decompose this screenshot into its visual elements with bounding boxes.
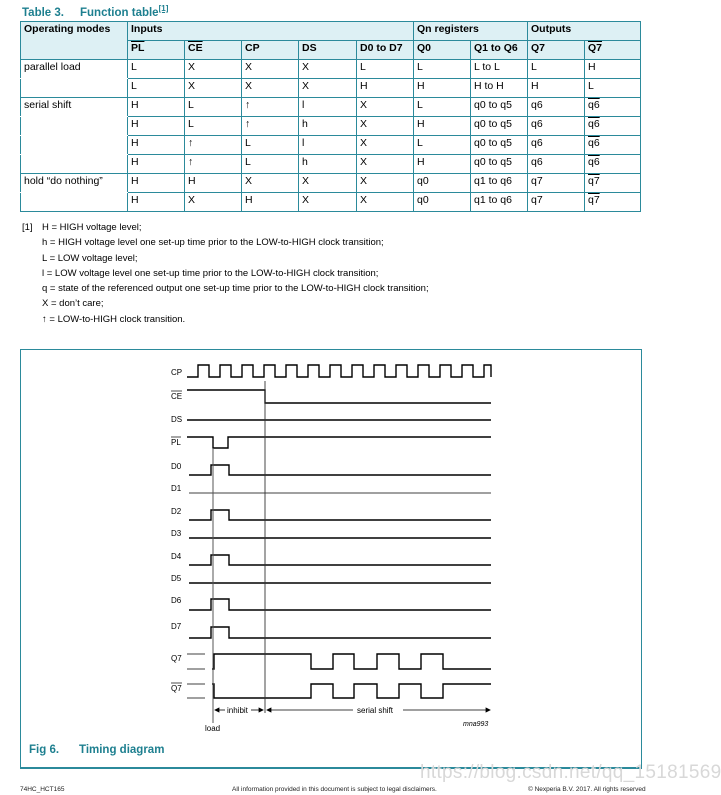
table-cell: H	[128, 98, 185, 117]
table-cell: L	[414, 136, 471, 155]
table-cell: X	[242, 174, 299, 193]
timing-diagram	[21, 350, 641, 767]
table-cell: q6	[528, 136, 585, 155]
table-cell: h	[299, 155, 357, 174]
table-cell: H	[357, 79, 414, 98]
table-cell: H	[128, 117, 185, 136]
table-cell: X	[299, 79, 357, 98]
header-outputs: Outputs	[528, 22, 641, 41]
column-header: $\overline{CE}$	[185, 41, 242, 60]
signal-label-q7: Q7	[171, 654, 182, 663]
table-cell: H	[414, 155, 471, 174]
table-cell: ↑	[185, 155, 242, 174]
figure-code: mna993	[463, 721, 489, 728]
table-cell: q7	[528, 174, 585, 193]
operating-mode-cell	[21, 136, 128, 155]
table-cell: L	[185, 98, 242, 117]
header-operating-modes: Operating modes	[21, 22, 128, 60]
table-cell: l	[299, 136, 357, 155]
table-row	[21, 155, 641, 174]
table-number: Table 3.	[22, 6, 64, 19]
table-cell: q1 to q6	[471, 174, 528, 193]
table-cell: L	[357, 60, 414, 79]
table-cell: L	[528, 60, 585, 79]
note-line: ↑ = LOW-to-HIGH clock transition.	[42, 313, 186, 325]
operating-mode-cell	[21, 117, 128, 136]
table-cell: X	[357, 193, 414, 212]
table-cell: H	[414, 79, 471, 98]
table-cell: X	[357, 136, 414, 155]
table-cell: H	[528, 79, 585, 98]
signal-label-d1: D1	[171, 484, 182, 493]
table-cell: ↑	[242, 117, 299, 136]
table-title	[22, 4, 168, 19]
table-cell: X	[185, 60, 242, 79]
footer-copyright: © Nexperia B.V. 2017. All rights reserved	[528, 786, 646, 793]
inhibit-label: inhibit	[227, 706, 248, 715]
table-cell: ↑	[185, 136, 242, 155]
ce-waveform	[187, 390, 491, 403]
table-cell: H	[128, 136, 185, 155]
table-cell: L	[128, 60, 185, 79]
table-cell: H	[414, 117, 471, 136]
operating-mode-cell: serial shift	[21, 98, 128, 117]
table-cell: q0 to q5	[471, 117, 528, 136]
signal-label-d4: D4	[171, 552, 182, 561]
table-cell: h	[299, 117, 357, 136]
table-cell: H	[128, 193, 185, 212]
table-cell: q6	[528, 117, 585, 136]
signal-label-d3: D3	[171, 529, 182, 538]
table-cell: ↑	[242, 98, 299, 117]
watermark: https://blog.csdn.net/qq_15181569	[420, 762, 721, 783]
table-cell: L	[585, 79, 641, 98]
table-cell: X	[299, 193, 357, 212]
table-cell: q0 to q5	[471, 98, 528, 117]
table-cell: X	[185, 79, 242, 98]
table-cell: H	[185, 174, 242, 193]
table-cell: q0	[414, 174, 471, 193]
table-cell: X	[357, 155, 414, 174]
column-header: $\overline{PL}$	[128, 41, 185, 60]
table-cell: H to H	[471, 79, 528, 98]
table-cell: H	[585, 60, 641, 79]
column-header: Q1 to Q6	[471, 41, 528, 60]
note-line: q = state of the referenced output one set-up time prior to the LOW-to-HIGH clock transition;	[42, 283, 429, 295]
table-cell: L	[414, 98, 471, 117]
column-header: DS	[299, 41, 357, 60]
table-cell: q7	[585, 174, 641, 193]
table-cell: q6	[528, 155, 585, 174]
note-ref: [1]	[22, 222, 33, 233]
operating-mode-cell: parallel load	[21, 60, 128, 79]
table-row	[21, 60, 641, 79]
note-line: h = HIGH voltage level one set-up time prior to the LOW-to-HIGH clock transition;	[42, 237, 384, 249]
table-row	[21, 98, 641, 117]
d4-waveform	[189, 555, 491, 565]
d7-waveform	[189, 627, 491, 638]
figure-title	[29, 744, 164, 756]
table-row	[21, 136, 641, 155]
d0-waveform	[189, 465, 491, 475]
table-cell: X	[357, 174, 414, 193]
table-cell: l	[299, 98, 357, 117]
operating-mode-cell	[21, 155, 128, 174]
signal-label-cp: CP	[171, 368, 183, 377]
signal-label-ds: DS	[171, 415, 183, 424]
table-cell: X	[185, 193, 242, 212]
table-cell: L	[242, 155, 299, 174]
column-header: Q7	[585, 41, 641, 60]
table-cell: q6	[528, 98, 585, 117]
signal-label-d6: D6	[171, 596, 182, 605]
figure-number: Fig 6.	[29, 744, 60, 756]
table-cell: q0 to q5	[471, 155, 528, 174]
q7-waveform	[212, 654, 491, 669]
table-cell: q6	[585, 98, 641, 117]
table-row	[21, 174, 641, 193]
table-cell: X	[242, 79, 299, 98]
table-cell: X	[299, 174, 357, 193]
operating-mode-cell	[21, 79, 128, 98]
table-cell: q0	[414, 193, 471, 212]
table-cell: L	[185, 117, 242, 136]
table-cell: L	[414, 60, 471, 79]
table-footnote-link[interactable]: [1]	[158, 4, 169, 13]
table-notes	[22, 220, 429, 327]
table-cell: q6	[585, 117, 641, 136]
signal-label-q7-bar: Q7	[171, 684, 182, 693]
note-line: X = don’t care;	[42, 298, 104, 310]
table-row	[21, 79, 641, 98]
load-label: load	[205, 724, 221, 733]
d6-waveform	[189, 599, 491, 610]
note-line: H = HIGH voltage level;	[42, 222, 142, 233]
table-cell: q6	[585, 136, 641, 155]
operating-mode-cell	[21, 193, 128, 212]
table-cell: L	[242, 136, 299, 155]
table-cell: X	[357, 98, 414, 117]
signal-label-d0: D0	[171, 462, 182, 471]
table-cell: H	[242, 193, 299, 212]
table-cell: q7	[528, 193, 585, 212]
q7-bar-waveform	[212, 684, 491, 698]
table-title-text: Function table	[80, 6, 159, 19]
table-row	[21, 193, 641, 212]
serial-shift-label: serial shift	[357, 706, 394, 715]
pl-waveform	[187, 437, 491, 448]
signal-label-d5: D5	[171, 574, 182, 583]
footer-doc-id: 74HC_HCT165	[20, 786, 65, 793]
table-cell: X	[242, 60, 299, 79]
table-cell: L to L	[471, 60, 528, 79]
operating-mode-cell: hold “do nothing”	[21, 174, 128, 193]
signal-label-d7: D7	[171, 622, 182, 631]
table-cell: H	[128, 155, 185, 174]
table-cell: H	[128, 174, 185, 193]
footer-disclaimer: All information provided in this document is subject to legal disclaimers.	[232, 786, 437, 793]
table-cell: q1 to q6	[471, 193, 528, 212]
column-header: Q0	[414, 41, 471, 60]
d2-waveform	[189, 510, 491, 520]
figure-title-text: Timing diagram	[79, 744, 165, 756]
table-row	[21, 117, 641, 136]
table-cell: X	[299, 60, 357, 79]
signal-label-pl: PL	[171, 438, 181, 447]
column-header: D0 to D7	[357, 41, 414, 60]
function-table	[20, 21, 641, 212]
table-cell: q7	[585, 193, 641, 212]
timing-diagram-figure	[20, 349, 642, 769]
table-cell: L	[128, 79, 185, 98]
note-line: L = LOW voltage level;	[42, 252, 138, 264]
table-cell: X	[357, 117, 414, 136]
table-cell: q0 to q5	[471, 136, 528, 155]
header-qn-registers: Qn registers	[414, 22, 528, 41]
header-inputs: Inputs	[128, 22, 414, 41]
cp-waveform	[187, 365, 491, 377]
table-cell: q6	[585, 155, 641, 174]
signal-label-ce: CE	[171, 392, 183, 401]
note-line: l = LOW voltage level one set-up time prior to the LOW-to-HIGH clock transition;	[42, 267, 379, 279]
column-header: Q7	[528, 41, 585, 60]
signal-label-d2: D2	[171, 507, 182, 516]
column-header: CP	[242, 41, 299, 60]
